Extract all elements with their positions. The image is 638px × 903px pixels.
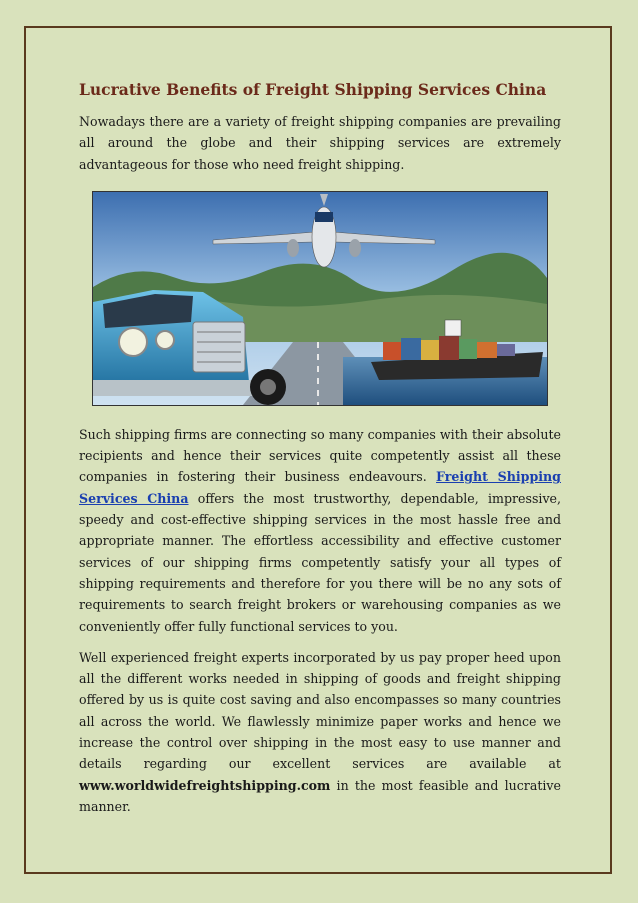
paragraph-text: offers the most trustworthy, dependable, impressive, speedy and cost-effective shipping services in the most hassle free and appropriate manner. The effortless accessibility and effective customer services of our shipping firms competently satisfy your all types of shipping requirements and therefore for you there will be no any sots of requirements to search freight brokers or warehousing companies as we conveniently offer fully functional services to you. xyxy=(79,490,562,634)
paragraph-text: Such shipping firms are connecting so many companies with their absolute recipients and hence their services quite competently assist all these companies in fostering their business endeavours. xyxy=(79,426,561,485)
intro-paragraph: Nowadays there are a variety of freight shipping companies are prevailing all around the globe and their shipping services are extremely advantageous for those who need freight shipping. xyxy=(79,114,561,172)
body-paragraph-2 xyxy=(79,647,561,817)
document-body xyxy=(79,80,561,827)
freight-shipping-link[interactable]: Freight Shipping Services China xyxy=(79,469,561,506)
body-paragraph-1 xyxy=(79,424,561,637)
paragraph-text: Well experienced freight experts incorporated by us pay proper heed upon all the different works needed in shipping of goods and freight shipping offered by us is quite cost saving and also encompasses so many countries all across the world. We flawlessly minimize paper works and hence we increase the control over shipping in the most easy to use manner and details regarding our excellent services are available at xyxy=(79,649,561,772)
freight-illustration xyxy=(92,191,548,406)
page-title: Lucrative Benefits of Freight Shipping Services China xyxy=(79,80,547,99)
paragraph-text: in the most feasible and lucrative manner. xyxy=(79,777,561,814)
website-address: www.worldwidefreightshipping.com xyxy=(79,777,331,793)
